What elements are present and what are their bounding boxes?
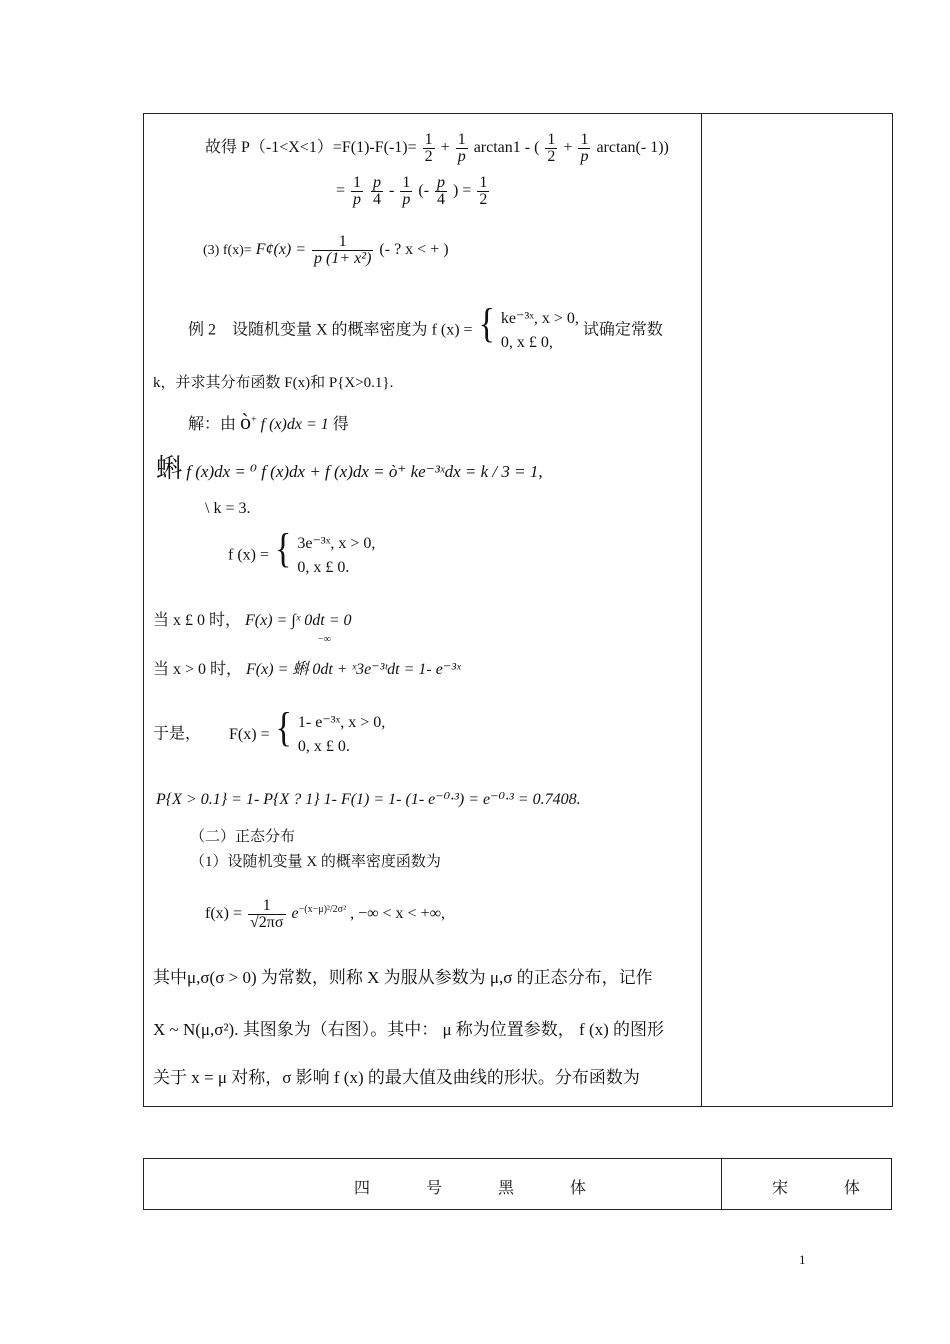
normal-desc-1: 其中μ,σ(σ > 0) 为常数，则称 X 为服从参数为 μ,σ 的正态分布，记作 bbox=[153, 968, 653, 987]
solution-k: \ k = 3. bbox=[205, 500, 251, 517]
result-line-2: = $\frac{1}{p}$ $\frac{p}{4}$ - $\frac{1}{p}$ (- $\frac{p}{4}$ ) = $\frac{1}{2}$ bbox=[336, 174, 488, 208]
footer-left: 四 号 黑 体 bbox=[354, 1180, 613, 1197]
footer-right: 宋 体 bbox=[772, 1180, 887, 1197]
example-2: 例 2 设随机变量 X 的概率密度为 f (x) = { ke⁻³ˣ, x > 0, 0, x £ 0, 试确定常数 bbox=[188, 301, 663, 351]
density-definition: f (x) = { 3e⁻³ˣ, x > 0, 0, x £ 0. bbox=[228, 526, 376, 576]
normal-density: f(x) = $\frac{1}{√2\pi\sigma}$ $e^{-(x-\mu)^2/2\sigma^2}$ , −∞ < x < +∞, bbox=[205, 897, 445, 931]
section-normal-1: （1）设随机变量 X 的概率密度函数为 bbox=[190, 854, 441, 870]
footer-table bbox=[143, 1158, 892, 1210]
footer-divider bbox=[721, 1159, 722, 1209]
normal-desc-2: X ~ N(μ,σ²). 其图象为（右图）。其中： μ 称为位置参数， f (x) 的图形 bbox=[153, 1020, 665, 1039]
result-line-1: 故得 P（-1<X<1）=F(1)-F(-1)= $\frac{1}{2}$ + $\frac{1}{p}$ arctan1 - ( $\frac{1}{2}$ + $\frac{1}{p}$ arctan(- 1)) bbox=[205, 131, 669, 165]
content-table bbox=[143, 113, 893, 1107]
column-divider bbox=[701, 114, 702, 1106]
solution-line: 解：由 ò+ f (x)dx = 1 得 bbox=[188, 409, 349, 434]
page-number: 1 bbox=[799, 1252, 806, 1267]
solution-integral: 蝌 f (x)dx = ⁰ f (x)dx + f (x)dx = ò⁺ ke⁻³ˣdx = k / 3 = 1, bbox=[156, 454, 543, 483]
distribution-function: 于是， F(x) = { 1- e⁻³ˣ, x > 0, 0, x £ 0. bbox=[153, 705, 386, 755]
section-normal: （二）正态分布 bbox=[190, 829, 296, 845]
example-2-task: k，并求其分布函数 F(x)和 P{X>0.1}. bbox=[153, 375, 394, 391]
case-x-le-0: 当 x £ 0 时， F(x) = ∫ˣ 0dt = 0 −∞ bbox=[153, 612, 352, 645]
case-x-gt-0: 当 x > 0 时， F(x) = 蝌 0dt + ˣ3e⁻³ᵗdt = 1- e⁻³ˣ bbox=[153, 661, 461, 678]
normal-desc-3: 关于 x = μ 对称，σ 影响 f (x) 的最大值及曲线的形状。分布函数为 bbox=[153, 1068, 640, 1087]
density-line: (3) f(x)= F¢(x) = $\frac{1}{\text{p (1+ x²)}}$ (- ? x < + ) bbox=[203, 233, 449, 267]
probability-result: P{X > 0.1} = 1- P{X ? 1} 1- F(1) = 1- (1- e⁻⁰·³) = e⁻⁰·³ = 0.7408. bbox=[156, 791, 581, 808]
